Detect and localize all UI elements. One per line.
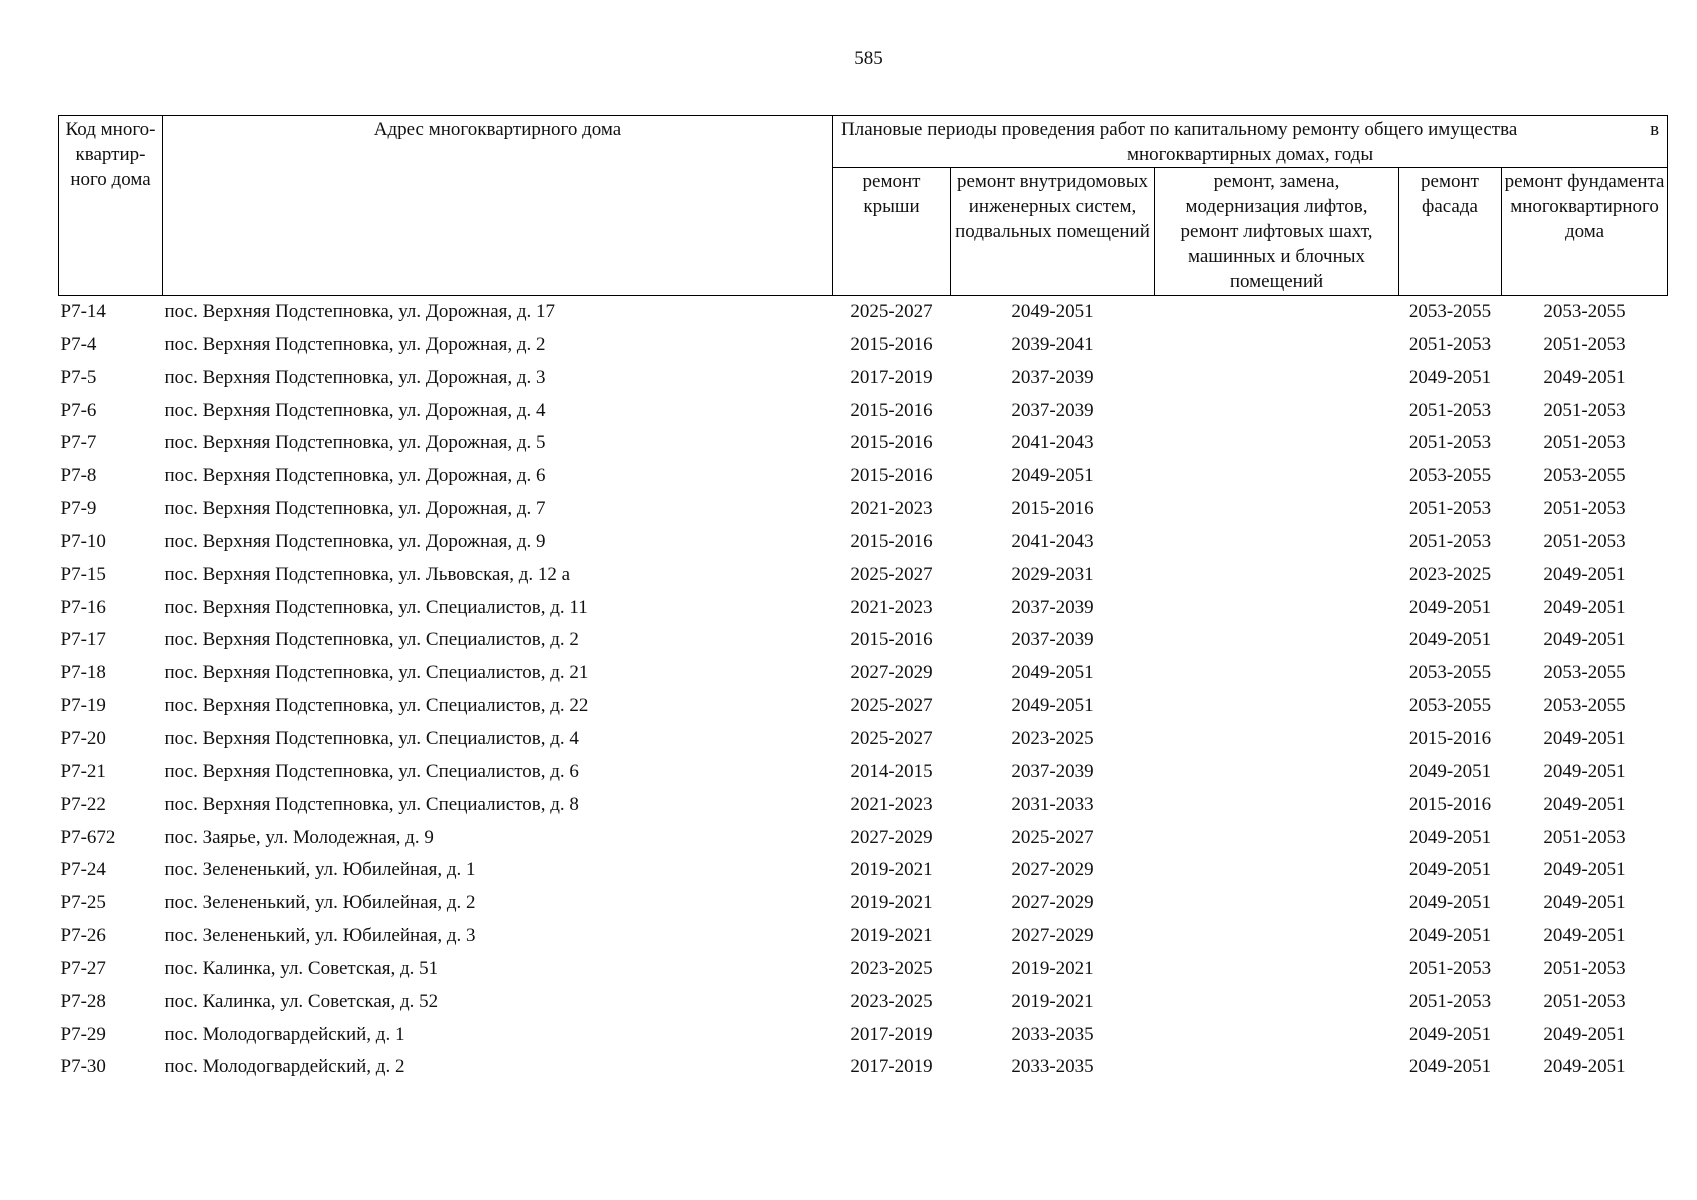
cell-code: Р7-4 xyxy=(60,333,97,355)
table-row xyxy=(59,1019,1668,1052)
header-address: Адрес многоквартирного дома xyxy=(163,116,833,296)
table-row xyxy=(59,592,1668,625)
cell-facade: 2023-2025 xyxy=(1408,563,1492,585)
cell-lifts xyxy=(1155,986,1399,1019)
cell-address: пос. Калинка, ул. Советская, д. 52 xyxy=(164,990,439,1012)
cell-roof: 2014-2015 xyxy=(850,760,933,782)
table-row xyxy=(59,756,1668,789)
cell-systems: 2015-2016 xyxy=(1011,498,1094,520)
table-row xyxy=(59,526,1668,559)
header-foundation: ремонт фундамента многоквартирного дома xyxy=(1502,168,1668,296)
cell-systems: 2041-2043 xyxy=(1011,530,1094,552)
cell-foundation: 2049-2051 xyxy=(1543,1023,1626,1045)
cell-address: пос. Верхняя Подстепновка, ул. Дорожная, д. 4 xyxy=(164,399,546,421)
header-periods-in: в xyxy=(1650,119,1660,140)
cell-roof: 2019-2021 xyxy=(850,892,933,914)
cell-foundation: 2049-2051 xyxy=(1543,925,1626,947)
cell-roof: 2019-2021 xyxy=(850,925,933,947)
cell-address: пос. Верхняя Подстепновка, ул. Специалистов, д. 8 xyxy=(164,793,579,815)
cell-foundation: 2049-2051 xyxy=(1543,727,1626,749)
repair-plan-table xyxy=(58,115,1668,1084)
header-code: Код много-квартир-ного дома xyxy=(59,116,163,296)
cell-roof: 2015-2016 xyxy=(850,530,933,552)
cell-address: пос. Верхняя Подстепновка, ул. Специалистов, д. 2 xyxy=(164,629,579,651)
cell-address: пос. Верхняя Подстепновка, ул. Львовская, д. 12 а xyxy=(164,563,571,585)
cell-lifts xyxy=(1155,427,1399,460)
cell-systems: 2019-2021 xyxy=(1011,990,1094,1012)
table-row xyxy=(59,953,1668,986)
cell-address: пос. Молодогвардейский, д. 1 xyxy=(164,1023,405,1045)
table-row xyxy=(59,493,1668,526)
cell-address: пос. Верхняя Подстепновка, ул. Дорожная, д. 9 xyxy=(164,530,546,552)
cell-foundation: 2053-2055 xyxy=(1543,662,1626,684)
table-row xyxy=(59,920,1668,953)
table-body xyxy=(59,296,1668,1085)
cell-systems: 2037-2039 xyxy=(1011,596,1094,618)
table-row xyxy=(59,624,1668,657)
cell-code: Р7-26 xyxy=(60,925,106,947)
cell-code: Р7-24 xyxy=(60,859,106,881)
cell-code: Р7-15 xyxy=(60,563,106,585)
cell-code: Р7-10 xyxy=(60,530,106,552)
cell-roof: 2017-2019 xyxy=(850,1023,933,1045)
cell-roof: 2027-2029 xyxy=(850,662,933,684)
cell-foundation: 2051-2053 xyxy=(1543,432,1626,454)
cell-facade: 2051-2053 xyxy=(1408,399,1492,421)
cell-roof: 2015-2016 xyxy=(850,333,933,355)
cell-code: Р7-5 xyxy=(60,366,97,388)
cell-roof: 2025-2027 xyxy=(850,301,933,322)
cell-lifts xyxy=(1155,559,1399,592)
cell-code: Р7-14 xyxy=(60,301,106,322)
cell-code: Р7-27 xyxy=(60,957,106,979)
cell-systems: 2033-2035 xyxy=(1011,1056,1094,1078)
table-row xyxy=(59,723,1668,756)
table-row xyxy=(59,822,1668,855)
cell-roof: 2021-2023 xyxy=(850,498,933,520)
cell-systems: 2049-2051 xyxy=(1011,695,1094,717)
cell-facade: 2049-2051 xyxy=(1408,859,1492,881)
header-periods-line2: многоквартирных домах, годы xyxy=(1126,144,1374,165)
cell-facade: 2049-2051 xyxy=(1408,629,1492,651)
table-row xyxy=(59,690,1668,723)
cell-roof: 2017-2019 xyxy=(850,366,933,388)
cell-address: пос. Верхняя Подстепновка, ул. Дорожная, д. 6 xyxy=(164,465,546,487)
cell-lifts xyxy=(1155,822,1399,855)
cell-code: Р7-28 xyxy=(60,990,106,1012)
cell-facade: 2049-2051 xyxy=(1408,760,1492,782)
cell-address: пос. Зелененький, ул. Юбилейная, д. 1 xyxy=(164,859,476,881)
cell-address: пос. Молодогвардейский, д. 2 xyxy=(164,1056,405,1078)
cell-foundation: 2049-2051 xyxy=(1543,892,1626,914)
cell-address: пос. Верхняя Подстепновка, ул. Дорожная, д. 17 xyxy=(164,301,556,322)
cell-address: пос. Верхняя Подстепновка, ул. Дорожная, д. 3 xyxy=(164,366,546,388)
cell-roof: 2019-2021 xyxy=(850,859,933,881)
cell-lifts xyxy=(1155,526,1399,559)
cell-code: Р7-20 xyxy=(60,727,106,749)
cell-facade: 2049-2051 xyxy=(1408,925,1492,947)
cell-systems: 2041-2043 xyxy=(1011,432,1094,454)
cell-lifts xyxy=(1155,460,1399,493)
table-row xyxy=(59,329,1668,362)
cell-facade: 2051-2053 xyxy=(1408,957,1492,979)
cell-systems: 2031-2033 xyxy=(1011,793,1094,815)
cell-code: Р7-21 xyxy=(60,760,106,782)
cell-code: Р7-6 xyxy=(60,399,97,421)
cell-facade: 2049-2051 xyxy=(1408,892,1492,914)
cell-address: пос. Зелененький, ул. Юбилейная, д. 3 xyxy=(164,925,476,947)
table-row xyxy=(59,362,1668,395)
cell-roof: 2023-2025 xyxy=(850,957,933,979)
cell-roof: 2025-2027 xyxy=(850,727,933,749)
cell-code: Р7-18 xyxy=(60,662,106,684)
cell-code: Р7-9 xyxy=(60,498,97,520)
cell-code: Р7-30 xyxy=(60,1056,106,1078)
cell-address: пос. Зелененький, ул. Юбилейная, д. 2 xyxy=(164,892,476,914)
table-header xyxy=(59,116,1668,296)
cell-lifts xyxy=(1155,854,1399,887)
table-row xyxy=(59,657,1668,690)
cell-address: пос. Верхняя Подстепновка, ул. Специалистов, д. 4 xyxy=(164,727,579,749)
cell-lifts xyxy=(1155,1051,1399,1084)
cell-systems: 2049-2051 xyxy=(1011,662,1094,684)
cell-facade: 2051-2053 xyxy=(1408,432,1492,454)
cell-code: Р7-672 xyxy=(60,826,116,848)
cell-foundation: 2049-2051 xyxy=(1543,1056,1626,1078)
cell-address: пос. Верхняя Подстепновка, ул. Дорожная, д. 2 xyxy=(164,333,546,355)
cell-foundation: 2049-2051 xyxy=(1543,793,1626,815)
cell-foundation: 2049-2051 xyxy=(1543,629,1626,651)
cell-systems: 2025-2027 xyxy=(1011,826,1094,848)
cell-systems: 2019-2021 xyxy=(1011,957,1094,979)
table-row xyxy=(59,296,1668,329)
table-row xyxy=(59,1051,1668,1084)
cell-foundation: 2053-2055 xyxy=(1543,301,1626,322)
cell-code: Р7-25 xyxy=(60,892,106,914)
cell-lifts xyxy=(1155,756,1399,789)
cell-facade: 2053-2055 xyxy=(1408,465,1492,487)
page-number: 585 xyxy=(854,48,883,69)
cell-roof: 2015-2016 xyxy=(850,399,933,421)
cell-lifts xyxy=(1155,493,1399,526)
cell-foundation: 2051-2053 xyxy=(1543,530,1626,552)
cell-facade: 2015-2016 xyxy=(1408,727,1492,749)
cell-address: пос. Верхняя Подстепновка, ул. Специалистов, д. 22 xyxy=(164,695,589,717)
table-row xyxy=(59,887,1668,920)
cell-lifts xyxy=(1155,920,1399,953)
cell-systems: 2033-2035 xyxy=(1011,1023,1094,1045)
cell-lifts xyxy=(1155,723,1399,756)
cell-lifts xyxy=(1155,1019,1399,1052)
cell-roof: 2021-2023 xyxy=(850,596,933,618)
cell-lifts xyxy=(1155,296,1399,329)
cell-lifts xyxy=(1155,395,1399,428)
cell-address: пос. Калинка, ул. Советская, д. 51 xyxy=(164,957,439,979)
header-periods xyxy=(833,116,1668,168)
cell-foundation: 2049-2051 xyxy=(1543,760,1626,782)
cell-systems: 2029-2031 xyxy=(1011,563,1094,585)
cell-code: Р7-19 xyxy=(60,695,106,717)
cell-systems: 2039-2041 xyxy=(1011,333,1094,355)
cell-systems: 2037-2039 xyxy=(1011,629,1094,651)
cell-systems: 2027-2029 xyxy=(1011,892,1094,914)
cell-roof: 2025-2027 xyxy=(850,563,933,585)
cell-roof: 2015-2016 xyxy=(850,465,933,487)
cell-address: пос. Заярье, ул. Молодежная, д. 9 xyxy=(164,826,434,848)
cell-systems: 2027-2029 xyxy=(1011,925,1094,947)
cell-foundation: 2051-2053 xyxy=(1543,826,1626,848)
cell-roof: 2021-2023 xyxy=(850,793,933,815)
cell-roof: 2015-2016 xyxy=(850,432,933,454)
cell-systems: 2023-2025 xyxy=(1011,727,1094,749)
cell-systems: 2037-2039 xyxy=(1011,366,1094,388)
cell-facade: 2053-2055 xyxy=(1408,662,1492,684)
cell-systems: 2027-2029 xyxy=(1011,859,1094,881)
cell-lifts xyxy=(1155,690,1399,723)
cell-roof: 2015-2016 xyxy=(850,629,933,651)
header-periods-line1: Плановые периоды проведения работ по капитальному ремонту общего имущества xyxy=(841,119,1518,140)
cell-facade: 2051-2053 xyxy=(1408,990,1492,1012)
cell-code: Р7-29 xyxy=(60,1023,106,1045)
cell-foundation: 2051-2053 xyxy=(1543,990,1626,1012)
cell-address: пос. Верхняя Подстепновка, ул. Специалистов, д. 21 xyxy=(164,662,589,684)
cell-address: пос. Верхняя Подстепновка, ул. Специалистов, д. 6 xyxy=(164,760,579,782)
table-row xyxy=(59,789,1668,822)
cell-foundation: 2049-2051 xyxy=(1543,563,1626,585)
cell-foundation: 2053-2055 xyxy=(1543,465,1626,487)
cell-foundation: 2049-2051 xyxy=(1543,596,1626,618)
table-row xyxy=(59,460,1668,493)
cell-facade: 2053-2055 xyxy=(1408,695,1492,717)
header-lifts: ремонт, замена, модернизация лифтов, ремонт лифтовых шахт, машинных и блочных помещений xyxy=(1155,168,1399,296)
cell-foundation: 2049-2051 xyxy=(1543,859,1626,881)
cell-lifts xyxy=(1155,624,1399,657)
cell-facade: 2051-2053 xyxy=(1408,498,1492,520)
cell-foundation: 2051-2053 xyxy=(1543,333,1626,355)
cell-systems: 2049-2051 xyxy=(1011,465,1094,487)
cell-code: Р7-22 xyxy=(60,793,106,815)
cell-lifts xyxy=(1155,789,1399,822)
cell-code: Р7-16 xyxy=(60,596,106,618)
cell-facade: 2049-2051 xyxy=(1408,1056,1492,1078)
cell-lifts xyxy=(1155,592,1399,625)
cell-roof: 2017-2019 xyxy=(850,1056,933,1078)
cell-facade: 2049-2051 xyxy=(1408,366,1492,388)
cell-foundation: 2049-2051 xyxy=(1543,366,1626,388)
cell-systems: 2037-2039 xyxy=(1011,399,1094,421)
cell-facade: 2049-2051 xyxy=(1408,596,1492,618)
table-row xyxy=(59,854,1668,887)
cell-address: пос. Верхняя Подстепновка, ул. Специалистов, д. 11 xyxy=(164,596,588,618)
cell-facade: 2051-2053 xyxy=(1408,333,1492,355)
table-row xyxy=(59,427,1668,460)
cell-lifts xyxy=(1155,329,1399,362)
cell-lifts xyxy=(1155,362,1399,395)
header-roof: ремонт крыши xyxy=(833,168,951,296)
cell-lifts xyxy=(1155,657,1399,690)
cell-facade: 2049-2051 xyxy=(1408,826,1492,848)
header-systems: ремонт внутридомовых инженерных систем, подвальных помещений xyxy=(951,168,1155,296)
cell-lifts xyxy=(1155,887,1399,920)
cell-systems: 2037-2039 xyxy=(1011,760,1094,782)
cell-foundation: 2051-2053 xyxy=(1543,399,1626,421)
cell-lifts xyxy=(1155,953,1399,986)
cell-code: Р7-7 xyxy=(60,432,97,454)
cell-facade: 2015-2016 xyxy=(1408,793,1492,815)
table-row xyxy=(59,395,1668,428)
cell-roof: 2025-2027 xyxy=(850,695,933,717)
cell-foundation: 2053-2055 xyxy=(1543,695,1626,717)
cell-code: Р7-17 xyxy=(60,629,106,651)
cell-facade: 2051-2053 xyxy=(1408,530,1492,552)
cell-facade: 2053-2055 xyxy=(1408,301,1492,322)
table-row xyxy=(59,559,1668,592)
cell-roof: 2023-2025 xyxy=(850,990,933,1012)
cell-systems: 2049-2051 xyxy=(1011,301,1094,322)
cell-address: пос. Верхняя Подстепновка, ул. Дорожная, д. 7 xyxy=(164,498,546,520)
cell-roof: 2027-2029 xyxy=(850,826,933,848)
cell-address: пос. Верхняя Подстепновка, ул. Дорожная, д. 5 xyxy=(164,432,546,454)
cell-code: Р7-8 xyxy=(60,465,97,487)
cell-facade: 2049-2051 xyxy=(1408,1023,1492,1045)
cell-foundation: 2051-2053 xyxy=(1543,498,1626,520)
cell-foundation: 2051-2053 xyxy=(1543,957,1626,979)
header-facade: ремонт фасада xyxy=(1399,168,1502,296)
table-row xyxy=(59,986,1668,1019)
